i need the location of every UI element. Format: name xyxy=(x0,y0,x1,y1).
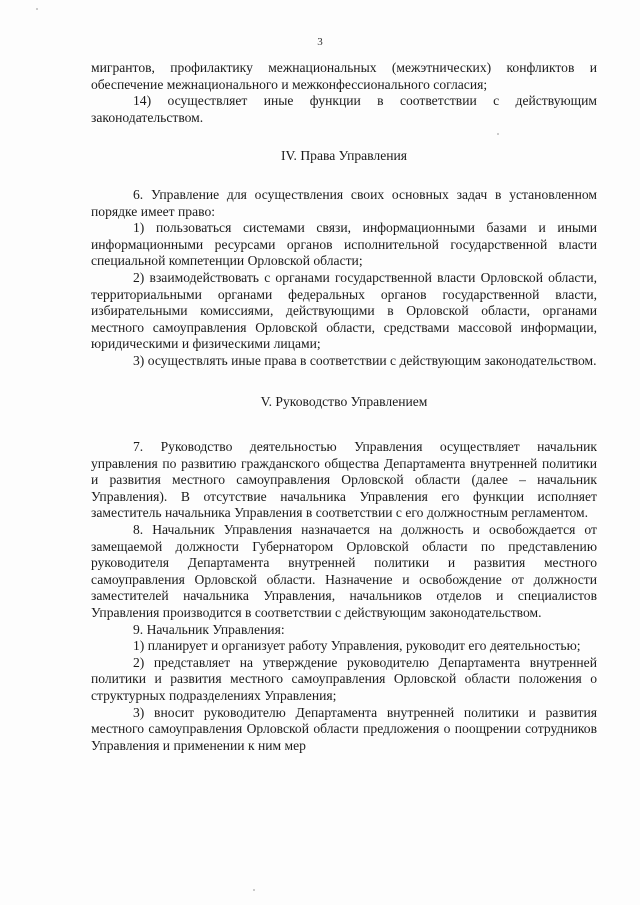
paragraph-6-item-2: 2) взаимодействовать с органами государственной власти Орловской области, территориальными органами федеральных органов государственной власти, избирательными комиссиями, действующими в Орловской области, органами местного самоуправления Орловской области, средствами массовой информации, юридическими и физическими лицами; xyxy=(91,269,597,352)
section-iv-heading: IV. Права Управления xyxy=(280,148,408,164)
paragraph-6-item-1: 1) пользоваться системами связи, информационными базами и иными информационными ресурсами органов исполнительной государственной власти специальной компетенции Орловской области; xyxy=(91,220,597,269)
paragraph-9-item-2: 2) представляет на утверждение руководителю Департамента внутренней политики и развития местного самоуправления Орловской области положения о структурных подразделениях Управления; xyxy=(91,654,597,703)
paragraph-6: 6. Управление для осуществления своих основных задач в установленном порядке имеет право: xyxy=(91,186,597,219)
paragraph-6-item-3: 3) осуществлять иные права в соответствии с действующим законодательством. xyxy=(133,352,597,368)
paragraph-9: 9. Начальник Управления: xyxy=(133,621,285,637)
paragraph-8: 8. Начальник Управления назначается на должность и освобождается от замещаемой должности Губернатором Орловской области по представлению руководителя Департамента внутренней политики и развития местного самоуправления Орловской области. Назначение и освобождение от должности заместителей начальника Управления, начальников отделов и специалистов Управления производится в соответствии с действующим законодательством. xyxy=(91,522,597,621)
document-body xyxy=(91,60,597,754)
page-number: 3 xyxy=(317,36,323,48)
paragraph-continuation: мигрантов, профилактику межнациональных (межэтнических) конфликтов и обеспечение межнационального и межконфессионального согласия; xyxy=(91,60,597,92)
scan-speck xyxy=(497,133,499,135)
scan-speck xyxy=(253,889,255,891)
section-v-heading: V. Руководство Управлением xyxy=(260,393,428,409)
paragraph-9-item-3: 3) вносит руководителю Департамента внутренней политики и развития местного самоуправления Орловской области предложения о поощрении сотрудников Управления и применении к ним мер xyxy=(91,704,597,753)
paragraph-9-item-1: 1) планирует и организует работу Управления, руководит его деятельностью; xyxy=(133,638,581,654)
paragraph-item-14: 14) осуществляет иные функции в соответствии с действующим законодательством. xyxy=(91,93,597,125)
scan-speck xyxy=(36,8,38,10)
paragraph-7: 7. Руководство деятельностью Управления осуществляет начальник управления по развитию гражданского общества Департамента внутренней политики и развития местного самоуправления Орловской области (далее – начальник Управления). В отсутствие начальника Управления его функции исполняет заместитель начальника Управления в соответствии с его должностным регламентом. xyxy=(91,439,597,521)
